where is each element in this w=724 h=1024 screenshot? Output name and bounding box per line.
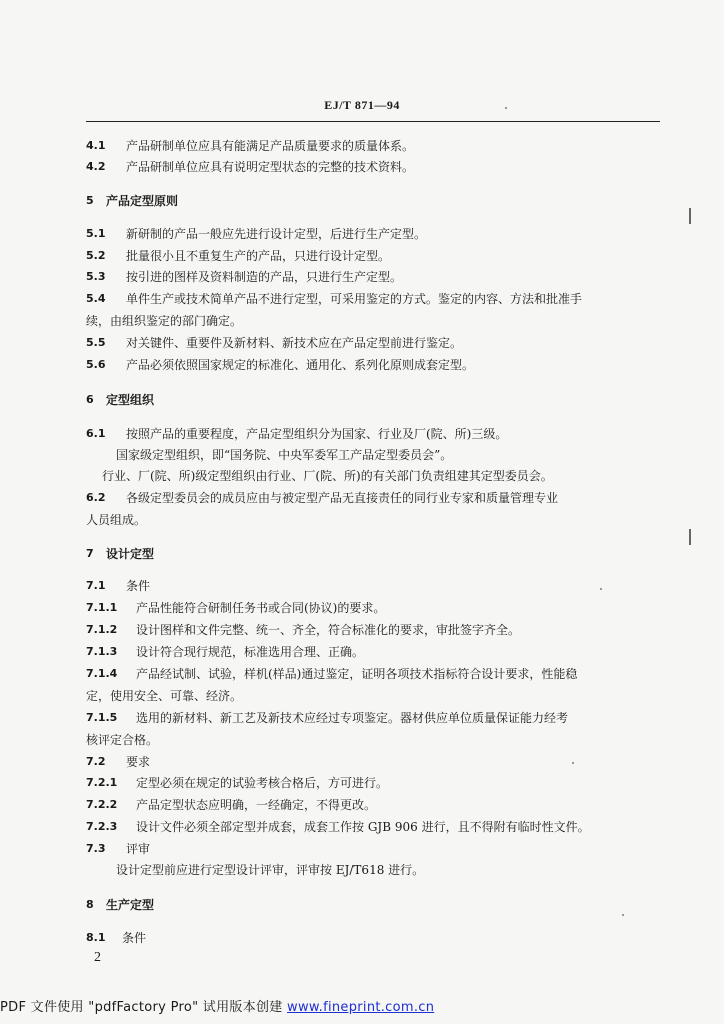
clause-number: 7.1.3 bbox=[86, 645, 118, 658]
clause-number: 7.1.5 bbox=[86, 711, 118, 724]
clause-number: 7.1.1 bbox=[86, 601, 118, 614]
clause-number: 5.3 bbox=[86, 270, 106, 283]
clause-number: 7.2 bbox=[86, 755, 106, 768]
clause-text: 选用的新材料、新工艺及新技术应经过专项鉴定。器材供应单位质量保证能力经考 bbox=[136, 711, 569, 725]
section-heading: 设计定型 bbox=[106, 547, 155, 561]
clause-number: 8 bbox=[86, 898, 94, 911]
clause-text: 评审 bbox=[126, 842, 151, 856]
clause-text: 条件 bbox=[122, 931, 147, 945]
document-header: EJ/T 871—94 bbox=[324, 98, 400, 112]
clause-text: 续，由组织鉴定的部门确定。 bbox=[86, 314, 243, 328]
clause-text: 产品性能符合研制任务书或合同(协议)的要求。 bbox=[136, 601, 386, 615]
clause-text: 设计符合现行规范，标准选用合理、正确。 bbox=[136, 645, 365, 659]
clause-text: 产品研制单位应具有能满足产品质量要求的质量体系。 bbox=[126, 139, 415, 153]
pdf-footer bbox=[0, 996, 434, 1015]
clause-number: 4.1 bbox=[86, 139, 106, 152]
clause-text: 新研制的产品一般应先进行设计定型，后进行生产定型。 bbox=[126, 227, 427, 241]
section-heading: 产品定型原则 bbox=[106, 194, 179, 208]
clause-number: 7.2.1 bbox=[86, 776, 118, 789]
section-heading: 生产定型 bbox=[106, 898, 155, 912]
clause-text: 人员组成。 bbox=[86, 513, 147, 527]
clause-text: 要求 bbox=[126, 755, 151, 769]
clause-text: 产品定型状态应明确，一经确定，不得更改。 bbox=[136, 798, 377, 812]
page-number: 2 bbox=[94, 950, 101, 965]
clause-text: 设计图样和文件完整、统一、齐全，符合标准化的要求，审批签字齐全。 bbox=[136, 623, 521, 637]
scan-dot bbox=[505, 107, 507, 109]
clause-number: 5.2 bbox=[86, 249, 106, 262]
clause-text: 设计文件必须全部定型并成套，成套工作按 GJB 906 进行，且不得附有临时性文件。 bbox=[136, 820, 590, 834]
clause-text: 定，使用安全、可靠、经济。 bbox=[86, 689, 243, 703]
scan-mark bbox=[689, 529, 691, 545]
clause-number: 7.1 bbox=[86, 579, 106, 592]
clause-text: 国家级定型组织，即“国务院、中央军委军工产品定型委员会”。 bbox=[116, 448, 453, 462]
clause-number: 8.1 bbox=[86, 931, 106, 944]
clause-text: 条件 bbox=[126, 579, 151, 593]
footer-link[interactable]: www.fineprint.com.cn bbox=[287, 1000, 435, 1015]
scan-dot bbox=[622, 914, 624, 916]
clause-number: 4.2 bbox=[86, 160, 106, 173]
clause-number: 7.2.2 bbox=[86, 798, 118, 811]
clause-text: 产品经试制、试验，样机(样品)通过鉴定，证明各项技术指标符合设计要求，性能稳 bbox=[136, 667, 578, 681]
clause-text: 产品必须依照国家规定的标准化、通用化、系列化原则成套定型。 bbox=[126, 358, 475, 372]
section-heading: 定型组织 bbox=[106, 393, 155, 407]
clause-number: 6.1 bbox=[86, 427, 106, 440]
clause-number: 7 bbox=[86, 547, 94, 560]
clause-text: 核评定合格。 bbox=[86, 733, 159, 747]
footer-text: PDF 文件使用 "pdfFactory Pro" 试用版本创建 bbox=[0, 1000, 288, 1015]
clause-number: 5.1 bbox=[86, 227, 106, 240]
clause-number: 7.2.3 bbox=[86, 820, 118, 833]
header-rule bbox=[86, 121, 660, 122]
clause-number: 6 bbox=[86, 393, 94, 406]
scan-dot bbox=[600, 588, 602, 590]
scan-dot bbox=[572, 762, 574, 764]
clause-number: 5 bbox=[86, 194, 94, 207]
clause-text: 按照产品的重要程度，产品定型组织分为国家、行业及厂(院、所)三级。 bbox=[126, 427, 508, 441]
clause-number: 7.1.4 bbox=[86, 667, 118, 680]
clause-number: 5.5 bbox=[86, 336, 106, 349]
clause-text: 设计定型前应进行定型设计评审，评审按 EJ/T618 进行。 bbox=[116, 863, 425, 877]
clause-text: 产品研制单位应具有说明定型状态的完整的技术资料。 bbox=[126, 160, 415, 174]
clause-number: 5.4 bbox=[86, 292, 106, 305]
clause-number: 7.3 bbox=[86, 842, 106, 855]
clause-number: 6.2 bbox=[86, 491, 106, 504]
clause-text: 单件生产或技术简单产品不进行定型，可采用鉴定的方式。鉴定的内容、方法和批准手 bbox=[126, 292, 583, 306]
clause-text: 批量很小且不重复生产的产品，只进行设计定型。 bbox=[126, 249, 391, 263]
clause-text: 定型必须在规定的试验考核合格后，方可进行。 bbox=[136, 776, 389, 790]
clause-text: 对关键件、重要件及新材料、新技术应在产品定型前进行鉴定。 bbox=[126, 336, 463, 350]
clause-number: 7.1.2 bbox=[86, 623, 118, 636]
clause-text: 按引进的图样及资料制造的产品，只进行生产定型。 bbox=[126, 270, 403, 284]
clause-text: 行业、厂(院、所)级定型组织由行业、厂(院、所)的有关部门负责组建其定型委员会。 bbox=[102, 469, 553, 483]
scan-mark bbox=[689, 208, 691, 224]
clause-number: 5.6 bbox=[86, 358, 106, 371]
clause-text: 各级定型委员会的成员应由与被定型产品无直接责任的同行业专家和质量管理专业 bbox=[126, 491, 559, 505]
